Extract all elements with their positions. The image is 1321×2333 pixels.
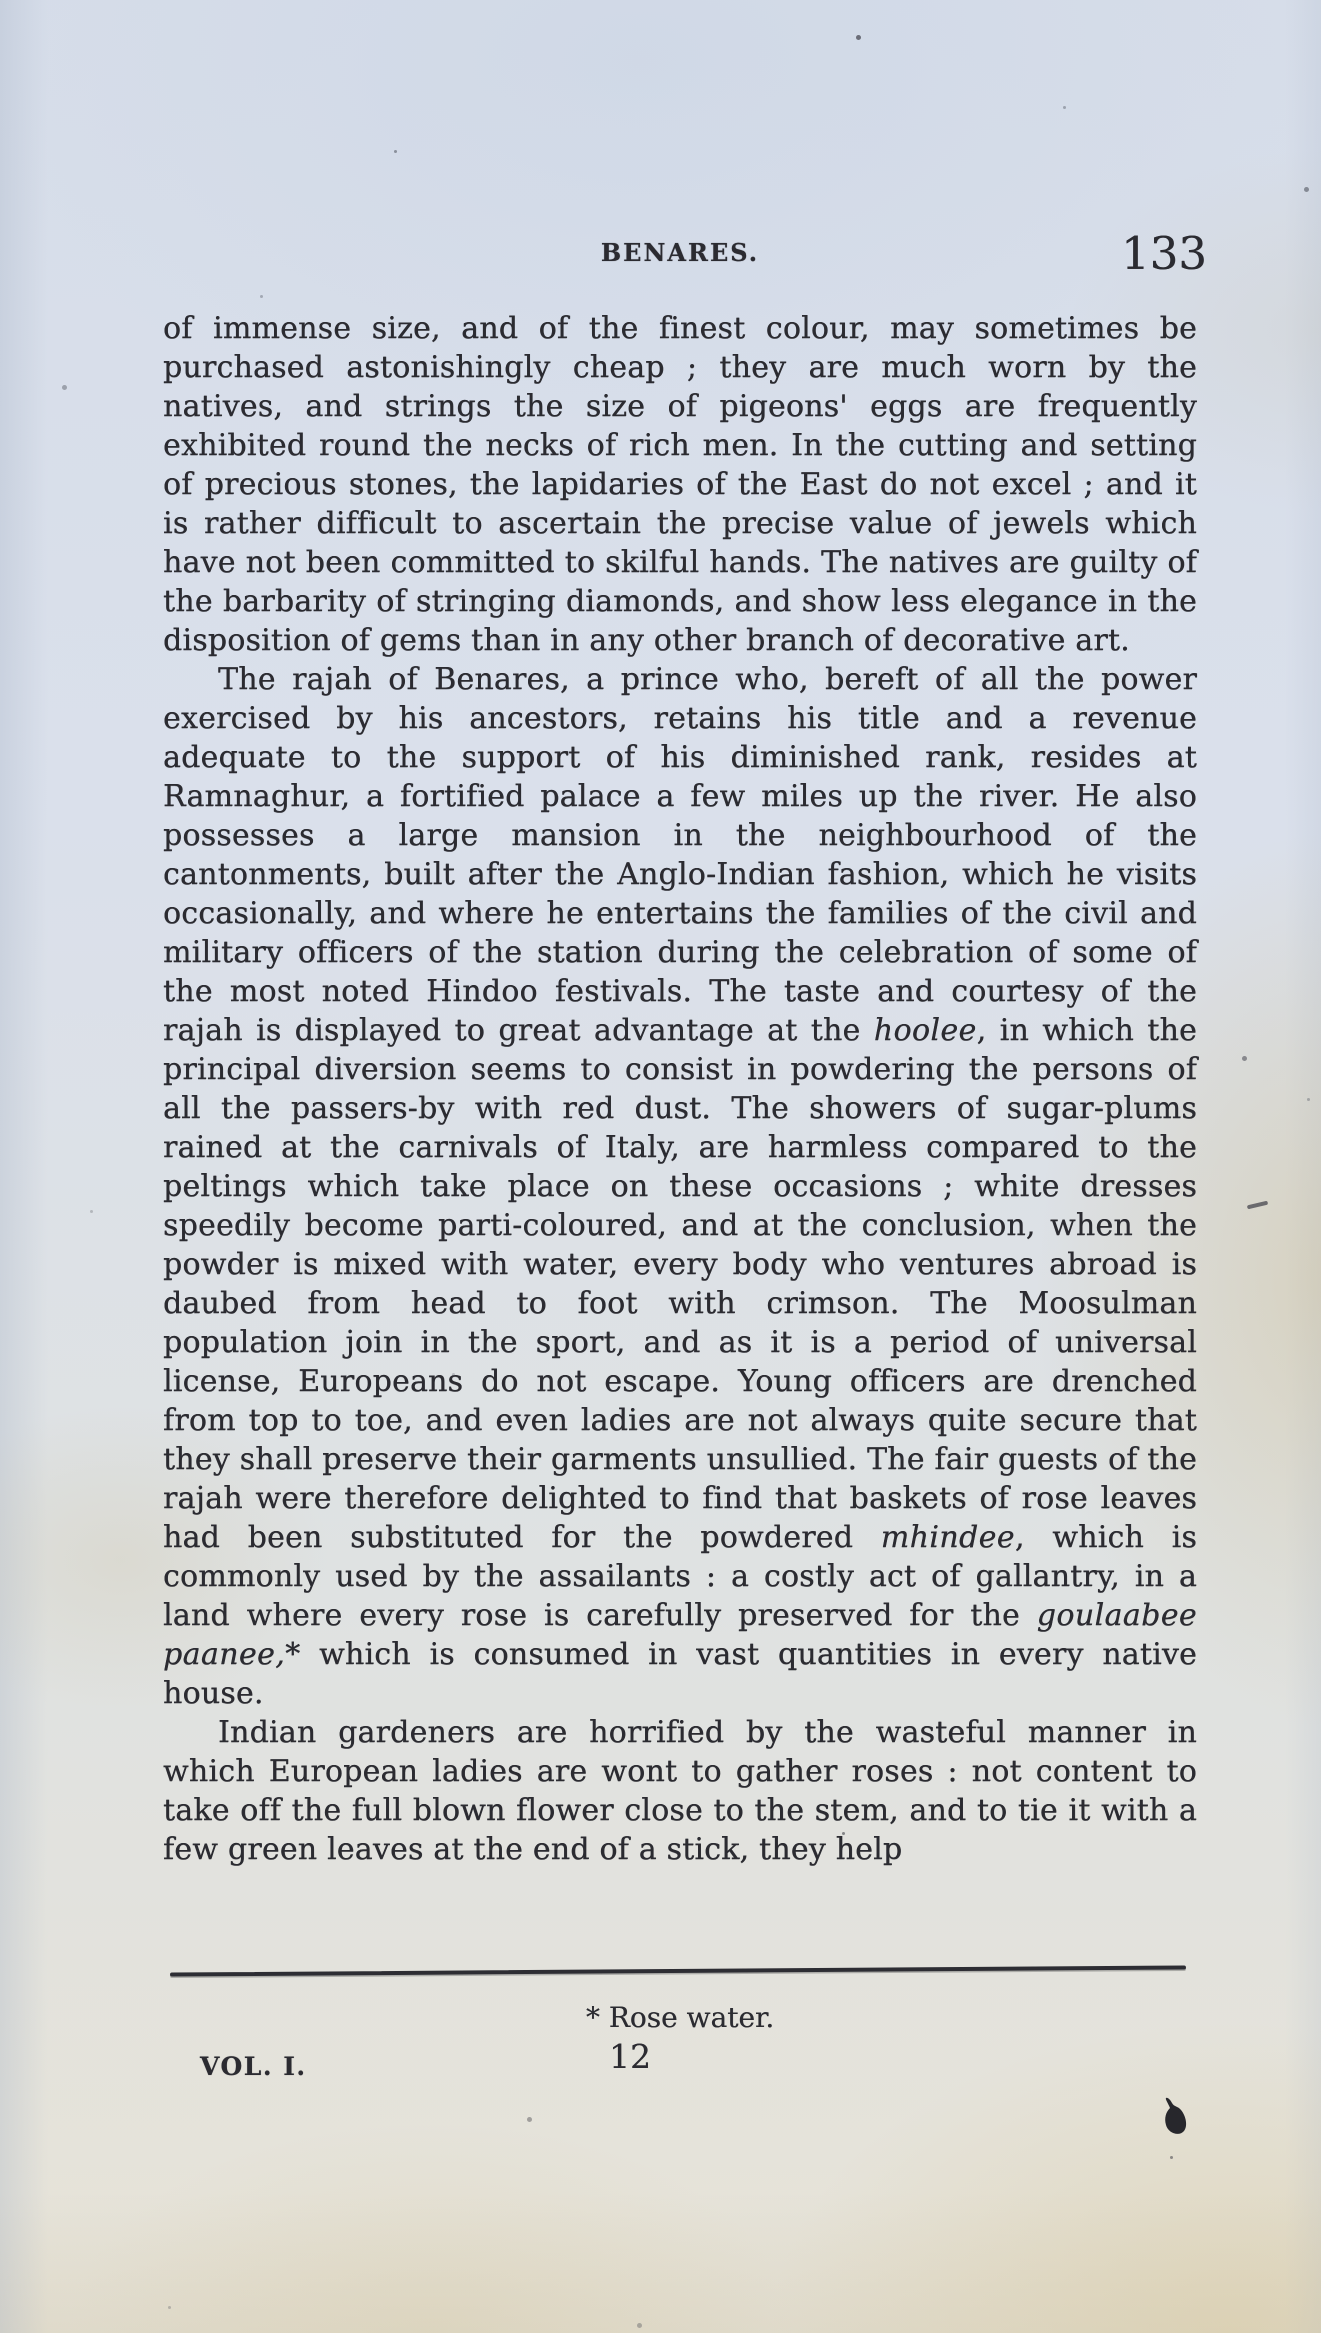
text-run: Indian gardeners are horrified by the wasteful manner in which European ladies are wont to gather roses : not content to take off the full blown flower close to the stem, and to tie it with a few green leaves at the end of a stick, they help (163, 1715, 1197, 1867)
footnote-rule (170, 1965, 1186, 1976)
page-number: 133 (1121, 227, 1207, 280)
signature-mark: 12 (609, 2037, 651, 2076)
text-run: of immense size, and of the finest colour, may sometimes be purchased astonishingly cheap ; they are much worn by the natives, and strings the size of pigeons' eggs are frequently exhibited round the necks of rich men. In the cutting and setting of precious stones, the lapidaries of the East do not excel ; and it is rather difficult to ascertain the precise value of jewels which have not been committed to skilful hands. The natives are guilty of the barbarity of stringing diamonds, and show less elegance in the disposition of gems than in any other branch of decorative art. (163, 311, 1197, 658)
text-block (163, 309, 1197, 1869)
ink-blot-mark (1156, 2097, 1196, 2155)
italic-term: mhindee (880, 1520, 1015, 1555)
text-run: , which is commonly used by the assailants : a costly act of gallantry, in a land where every rose is carefully preserved for the (163, 1520, 1197, 1633)
paragraph (163, 1713, 1197, 1869)
volume-label: VOL. I. (200, 2052, 307, 2081)
text-run: * which is consumed in vast quantities in every native house. (163, 1637, 1197, 1711)
dust-specks (0, 0, 3, 3)
stray-pencil-dash (1247, 1201, 1268, 1210)
text-run: , in which the principal diversion seems to consist in powdering the persons of all the passers-by with red dust. The showers of sugar-plums rained at the carnivals of Italy, are harmless compared to the peltings which take place on these occasions ; white dresses speedily become parti-coloured, and at the conclusion, when the powder is mixed with water, every body who ventures abroad is daubed from head to foot with crimson. The Moosulman population join in the sport, and as it is a period of universal license, Europeans do not escape. Young officers are drenched from top to toe, and even ladies are not always quite secure that they shall preserve their garments unsullied. The fair guests of the rajah were therefore delighted to find that baskets of rose leaves had been substituted for the powdered (163, 1013, 1198, 1555)
footnote: * Rose water. (585, 2001, 775, 2034)
italic-term: hoolee (873, 1013, 977, 1048)
paragraph (163, 309, 1197, 660)
paragraph (163, 660, 1197, 1713)
running-title: BENARES. (600, 238, 760, 267)
italic-term: goulaabee paanee, (163, 1598, 1197, 1672)
text-run: The rajah of Benares, a prince who, bereft of all the power exercised by his ancestors, retains his title and a revenue adequate to the support of his diminished rank, resides at Ramnaghur, a fortified palace a few miles up the river. He also possesses a large mansion in the neighbourhood of the cantonments, built after the Anglo-Indian fashion, which he visits occasionally, and where he entertains the families of the civil and military officers of the station during the celebration of some of the most noted Hindoo festivals. The taste and courtesy of the rajah is displayed to great advantage at the (163, 662, 1197, 1048)
